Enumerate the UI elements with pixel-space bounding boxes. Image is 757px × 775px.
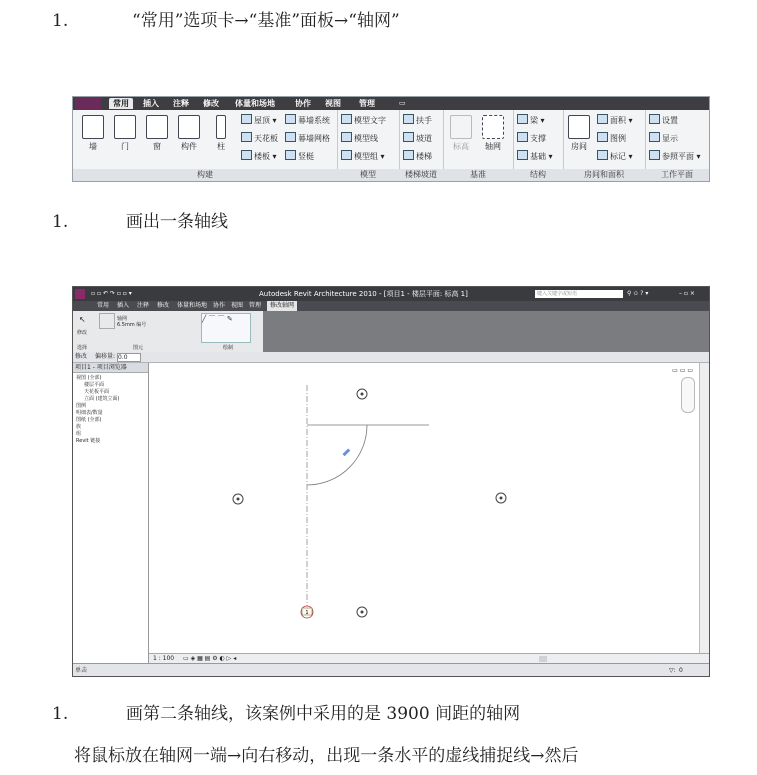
model-group-button[interactable]: 模型组 ▾ bbox=[341, 150, 385, 162]
grid-button[interactable] bbox=[481, 115, 505, 152]
tab-manage[interactable]: 管理 bbox=[359, 99, 375, 108]
browser-item[interactable]: 图例 bbox=[76, 403, 87, 409]
quick-access-toolbar[interactable]: ▫ ▫ ↶ ↷ ▫ ▫ ▾ bbox=[91, 290, 132, 297]
brace-icon bbox=[517, 132, 528, 142]
stair-button[interactable] bbox=[403, 150, 432, 162]
drawing-canvas[interactable] bbox=[149, 363, 699, 653]
drawing-view[interactable] bbox=[149, 363, 699, 653]
step-number: 1. bbox=[52, 11, 69, 31]
title-bar bbox=[73, 287, 709, 301]
window-label: 窗 bbox=[153, 142, 161, 151]
tab-annotate[interactable]: 注释 bbox=[173, 99, 189, 108]
element-name: 轴网 bbox=[117, 316, 128, 322]
ribbon-empty-area bbox=[263, 311, 709, 352]
tab-modify[interactable]: 修改 bbox=[157, 302, 170, 309]
curtain-grid-button[interactable] bbox=[285, 132, 330, 144]
tab-home[interactable]: 常用 bbox=[109, 98, 133, 109]
curtain-system-button[interactable] bbox=[285, 114, 330, 126]
door-button[interactable] bbox=[113, 115, 137, 152]
browser-item[interactable]: 组 bbox=[76, 431, 82, 437]
brace-label: 支撑 bbox=[530, 134, 546, 143]
model-group-icon bbox=[341, 150, 352, 160]
panel-label-model: 模型 bbox=[337, 169, 400, 181]
show-icon bbox=[649, 132, 660, 142]
grid-tag-text: 1 bbox=[305, 610, 309, 616]
show-label: 显示 bbox=[662, 134, 678, 143]
stair-label: 楼梯 bbox=[416, 152, 432, 161]
ceiling-button[interactable] bbox=[241, 132, 278, 144]
view-control-icons[interactable]: ▭ ◈ ▦ ▤ ⚙ ◐ ▷ ◂ bbox=[183, 655, 237, 662]
draw-panel-label: 绘制 bbox=[223, 345, 234, 351]
railing-icon bbox=[403, 114, 414, 124]
panel-label-stairs: 楼梯坡道 bbox=[399, 169, 444, 181]
horizontal-scrollbar-thumb[interactable] bbox=[539, 656, 547, 662]
show-workplane-button[interactable] bbox=[649, 132, 678, 144]
legend-button[interactable] bbox=[597, 132, 626, 144]
tab-annotate[interactable]: 注释 bbox=[137, 302, 150, 309]
beam-icon bbox=[517, 114, 528, 124]
elevation-marker[interactable] bbox=[357, 607, 367, 617]
step-number: 1. bbox=[52, 704, 69, 724]
ceiling-label: 天花板 bbox=[254, 134, 278, 143]
view-control-icons[interactable]: ▭ ▭ ▭ bbox=[672, 367, 693, 374]
revit-logo-icon bbox=[75, 289, 85, 299]
ribbon-screenshot bbox=[72, 96, 710, 182]
offset-label: 偏移量: bbox=[95, 353, 116, 360]
floor-icon bbox=[241, 150, 252, 160]
ramp-button[interactable] bbox=[403, 132, 432, 144]
browser-item[interactable]: 立面 (建筑立面) bbox=[84, 396, 120, 402]
elevation-marker[interactable] bbox=[233, 494, 243, 504]
legend-icon bbox=[597, 132, 608, 142]
column-icon bbox=[216, 115, 226, 139]
step-text: “常用”选项卡→“基准”面板→“轴网” bbox=[132, 11, 400, 31]
ramp-icon bbox=[403, 132, 414, 142]
railing-button[interactable] bbox=[403, 114, 432, 126]
area-button[interactable]: 面积 ▾ bbox=[597, 114, 633, 126]
tab-massing[interactable]: 体量和场地 bbox=[235, 99, 275, 108]
stair-icon bbox=[403, 150, 414, 160]
browser-item[interactable]: 图纸 (全部) bbox=[76, 417, 102, 423]
model-text-label: 模型文字 bbox=[354, 116, 386, 125]
model-line-button[interactable] bbox=[341, 132, 378, 144]
revit-tab-bar bbox=[73, 301, 709, 311]
foundation-icon bbox=[517, 150, 528, 160]
door-label: 门 bbox=[121, 142, 129, 151]
tag-button[interactable]: 标记 ▾ bbox=[597, 150, 633, 162]
browser-item[interactable]: 视图 (全部) bbox=[76, 375, 102, 381]
ref-plane-icon bbox=[649, 150, 660, 160]
tag-icon bbox=[597, 150, 608, 160]
panel-label-workplane: 工作平面 bbox=[645, 169, 710, 181]
browser-tree bbox=[73, 373, 148, 447]
panel-label-room: 房间和面积 bbox=[563, 169, 646, 181]
brace-button[interactable] bbox=[517, 132, 546, 144]
elevation-marker[interactable] bbox=[357, 389, 367, 399]
railing-label: 扶手 bbox=[416, 116, 432, 125]
app-menu-button[interactable] bbox=[75, 97, 101, 110]
model-line-icon bbox=[341, 132, 352, 142]
elevation-marker[interactable] bbox=[496, 493, 506, 503]
area-label: 面积 bbox=[610, 116, 626, 125]
scale-label[interactable]: 1 : 100 bbox=[153, 655, 175, 662]
legend-label: 图例 bbox=[610, 134, 626, 143]
grid-label: 轴网 bbox=[485, 142, 501, 151]
door-icon bbox=[114, 115, 136, 139]
step-number: 1. bbox=[52, 212, 69, 232]
floor-button[interactable]: 楼板 ▾ bbox=[241, 150, 277, 162]
step-text: 画第二条轴线，该案例中采用的是 3900 间距的轴网 bbox=[126, 704, 521, 724]
panel-label-datum: 基准 bbox=[443, 169, 514, 181]
step-text: 画出一条轴线 bbox=[126, 212, 228, 232]
ref-plane-label: 参照平面 bbox=[662, 152, 694, 161]
floor-label: 楼板 bbox=[254, 152, 270, 161]
component-button[interactable] bbox=[177, 115, 201, 152]
project-browser-title: 项目1 - 项目浏览器 bbox=[73, 363, 148, 373]
ribbon-extra-icon[interactable]: ▭ bbox=[399, 99, 406, 107]
tab-manage[interactable]: 管理 bbox=[249, 302, 262, 309]
room-label: 房间 bbox=[571, 142, 587, 151]
wall-icon bbox=[82, 115, 104, 139]
browser-item[interactable]: Revit 链接 bbox=[76, 438, 101, 444]
room-icon bbox=[568, 115, 590, 139]
roof-label: 屋顶 bbox=[254, 116, 270, 125]
set-icon bbox=[649, 114, 660, 124]
tab-massing[interactable]: 体量和场地 bbox=[177, 302, 208, 309]
type-preview-icon bbox=[99, 313, 115, 329]
cursor-icon[interactable]: ↖ bbox=[79, 315, 86, 324]
window-controls[interactable]: – ▫ × bbox=[679, 290, 695, 297]
beam-label: 梁 bbox=[530, 116, 538, 125]
tab-modify-grid[interactable]: 修改轴网 bbox=[267, 301, 297, 311]
model-line-label: 模型线 bbox=[354, 134, 378, 143]
model-text-button[interactable] bbox=[341, 114, 386, 126]
angle-value-box[interactable] bbox=[342, 448, 350, 456]
mullion-button[interactable] bbox=[285, 150, 314, 162]
mullion-label: 竖梃 bbox=[298, 152, 314, 161]
filter-count: 0 bbox=[679, 667, 683, 674]
foundation-button[interactable]: 基础 ▾ bbox=[517, 150, 553, 162]
column-button[interactable] bbox=[209, 115, 233, 152]
roof-button[interactable]: 屋顶 ▾ bbox=[241, 114, 277, 126]
curtain-grid-label: 幕墙网格 bbox=[298, 134, 330, 143]
component-icon bbox=[178, 115, 200, 139]
curtain-grid-icon bbox=[285, 132, 296, 142]
level-button[interactable] bbox=[449, 115, 473, 152]
ref-plane-button[interactable]: 参照平面 ▾ bbox=[649, 150, 701, 162]
window-icon bbox=[146, 115, 168, 139]
panel-label-build: 构建 bbox=[73, 169, 338, 181]
help-toolbar[interactable]: ⚲ ✩ ? ▾ bbox=[627, 290, 649, 297]
angle-arc bbox=[307, 425, 367, 485]
tab-collaborate[interactable]: 协作 bbox=[213, 302, 226, 309]
grid-icon bbox=[482, 115, 504, 139]
modify-label[interactable]: 修改 bbox=[77, 330, 88, 336]
status-bar bbox=[73, 663, 709, 677]
ribbon-tab-bar bbox=[73, 97, 709, 110]
set-workplane-button[interactable] bbox=[649, 114, 678, 126]
window-title: Autodesk Revit Architecture 2010 - [项目1 - 楼层平面: 标高 1] bbox=[259, 290, 468, 298]
browser-item[interactable]: 楼层平面 bbox=[84, 382, 105, 388]
draw-tools[interactable]: ╱ ⌒ ⌒ ✎ bbox=[201, 313, 251, 343]
tab-view[interactable]: 视图 bbox=[325, 99, 341, 108]
browser-item[interactable]: 天花板平面 bbox=[84, 389, 110, 395]
level-label: 标高 bbox=[453, 142, 469, 151]
body-paragraph: 将鼠标放在轴网一端→向右移动，出现一条水平的虚线捕捉线→然后 bbox=[74, 746, 579, 766]
curtain-system-icon bbox=[285, 114, 296, 124]
beam-button[interactable]: 梁 ▾ bbox=[517, 114, 545, 126]
set-label: 设置 bbox=[662, 116, 678, 125]
tab-view[interactable]: 视图 bbox=[231, 302, 244, 309]
navigation-bar[interactable] bbox=[681, 377, 695, 413]
tab-insert[interactable]: 插入 bbox=[117, 302, 130, 309]
vertical-scrollbar[interactable] bbox=[699, 363, 710, 653]
revit-window-screenshot bbox=[72, 286, 710, 677]
grid-bubble[interactable] bbox=[301, 606, 313, 618]
panel-label-structure: 结构 bbox=[513, 169, 564, 181]
options-bar-select[interactable]: 修改 bbox=[75, 353, 88, 360]
filter-icon[interactable]: ▽: bbox=[669, 667, 676, 674]
select-panel-label: 选择 bbox=[77, 345, 88, 351]
model-text-icon bbox=[341, 114, 352, 124]
tab-home[interactable]: 常用 bbox=[97, 302, 110, 309]
area-icon bbox=[597, 114, 608, 124]
level-icon bbox=[450, 115, 472, 139]
component-label: 构件 bbox=[181, 142, 197, 151]
offset-input[interactable]: 0.0 bbox=[117, 353, 141, 362]
browser-item[interactable]: 明细表/数量 bbox=[76, 410, 103, 416]
tab-insert[interactable]: 插入 bbox=[143, 99, 159, 108]
element-panel-label: 图元 bbox=[133, 345, 144, 351]
foundation-label: 基础 bbox=[530, 152, 546, 161]
room-button[interactable] bbox=[567, 115, 591, 152]
ramp-label: 坡道 bbox=[416, 134, 432, 143]
search-input[interactable]: 键入关键字或短语 bbox=[535, 290, 623, 298]
curtain-system-label: 幕墙系统 bbox=[298, 116, 330, 125]
model-group-label: 模型组 bbox=[354, 152, 378, 161]
ceiling-icon bbox=[241, 132, 252, 142]
project-browser bbox=[73, 363, 149, 663]
tab-collaborate[interactable]: 协作 bbox=[295, 99, 311, 108]
tag-label: 标记 bbox=[610, 152, 626, 161]
status-text: 单击 bbox=[75, 667, 88, 674]
options-bar bbox=[73, 352, 709, 363]
roof-icon bbox=[241, 114, 252, 124]
wall-label: 墙 bbox=[89, 142, 97, 151]
browser-item[interactable]: 族 bbox=[76, 424, 82, 430]
wall-button[interactable] bbox=[81, 115, 105, 152]
window-button[interactable] bbox=[145, 115, 169, 152]
column-label: 柱 bbox=[217, 142, 225, 151]
element-type[interactable]: 6.5mm 编号 bbox=[117, 322, 147, 328]
mullion-icon bbox=[285, 150, 296, 160]
tab-modify[interactable]: 修改 bbox=[203, 99, 219, 108]
